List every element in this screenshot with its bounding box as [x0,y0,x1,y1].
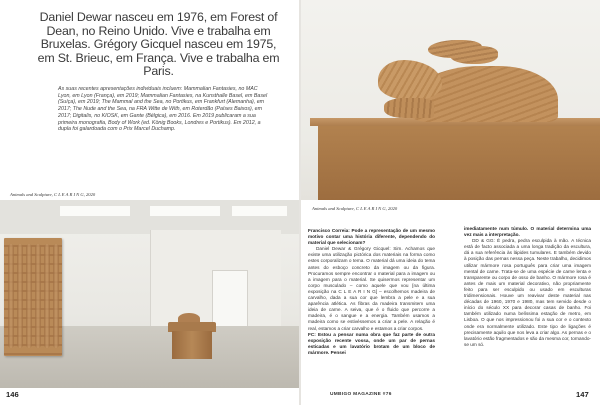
gallery-installation-photo [0,200,300,388]
interview-answer: Daniel Dewar & Grégory Gicquel: Sim. Achamos que existe uma utilização pictórica dos materiais na forma como estes corporalizam o tema. O material dá uma ideia do tema antes do esboço concreto da imagem ou da figura. Procuramos sempre encontrar o material para a imagem ou a imagem para o material. Se quisermos representar um corpo musculado – como aquele que vou [na última exposição na C L E A R I N G] – escolhemos madeira de carvalho, dada a sua cor que lembra a pele e a sua aparência atlética. As fibras da madeira transmitem uma ideia de carne. A seiva, que é o fluido que percorre a madeira, é o sangue e a energia. Também usamos a madeira como se estivéssemos a criar a pele. A relação é real, estamos a criar carvalho e estamos a criar corpos. [308,246,435,331]
rabbit-ear [450,46,498,64]
page-gutter [299,0,301,405]
interview-column-2 [464,226,591,348]
photo-caption-left: Animals and Sculpture, C L E A R I N G, 2020 [10,192,96,197]
photo-caption-right: Animals and Sculpture, C L E A R I N G, 2020 [312,206,398,211]
rabbit-sculpture-photo [300,0,600,200]
wooden-table-base [172,331,212,359]
bio-body: As suas recentes apresentações individuais incluem: Mammalian Fantasies, no MAC Lyon, em Lyon (França), em 2019; Mammalian Fantasies, na Kunsthalle Basel, em Basel (Suíça), em 2019; The Mammal and the Sea, no Portikus, em Frankfurt (Alemanha), em 2017; The Nude and the Sea, na FRA Witte de With, em Roterdão (Países Baixos), em 2017; Digitalis, no KIOSK, em Gante (Bélgica), em 2016. Em 2019 publicaram a sua primeira monografia, Body of Work (ed. König Books, Londres e Portikus). Em 2012, a dupla foi galardoada com o Prix Marcel Duchamp. [58,86,268,133]
interview-question-continued: imediatamente num túmulo. O material determina uma vez mais a interpretação. [464,226,591,238]
page-number-right: 147 [576,390,589,399]
wooden-plinth [318,124,600,200]
skylight [60,206,130,216]
interview-column-1 [308,228,435,356]
gallery-doorway [212,270,248,330]
skylight [232,206,287,216]
rabbit-head [378,60,442,100]
page-number-left: 146 [6,390,19,399]
magazine-name: UMBIGO MAGAZINE #76 [330,392,392,397]
wooden-wall-relief [4,238,62,356]
rabbit-leg [384,98,434,118]
bio-heading: Daniel Dewar nasceu em 1976, em Forest of Dean, no Reino Unido. Vive e trabalha em Bruxelas. Grégory Gicquel nasceu em 1975, em St. Brieuc, em França. Vive e trabalha em Paris. [37,10,280,79]
interview-answer: DD & GG: É pedra, pedra esculpida à mão. A técnica está de facto associada a uma longa tradição da escultura, dá a sua referência às lápides tumulares. E também devido à posição das pernas nessa peça. Neste trabalho, decidimos utilizar mármore rosa português para criar uma imagem mental de carne. Trata-se de uma espécie de carne lenta e transparente ou corpo de osso de banho. O mármore rosa é antes de mais um material decorativo, não propriamente feito para ser esculpido ou usado em esculturas tridimensionais. Houve um reavivar deste material nas décadas de 1960, 1970 e 1980, mas tem servido desde o início do século XX para decorar casas de banho. Foi também utilizado numa belíssima estação de metro, em Lisboa. O que nos impressionou foi a sua cor e o contexto onde era normalmente utilizado. Este tipo de ligações é precisamente aquilo que nos leva a criar algo. As pernas e o lavatório estão fragmentados e são da mesma cor, tornando-se um só. [464,238,591,347]
skylight [150,206,220,216]
interview-question: FC: Estou a pensar numa obra que faz parte de outra exposição recente vossa, onde um par de pernas esticadas e um lavatório brotam de um bloco de mármore. Pensei [308,331,435,355]
interview-question: Francisco Correia: Pode a representação de um mesmo motivo contar uma história diferente, dependendo do material que selecionam? [308,228,435,246]
